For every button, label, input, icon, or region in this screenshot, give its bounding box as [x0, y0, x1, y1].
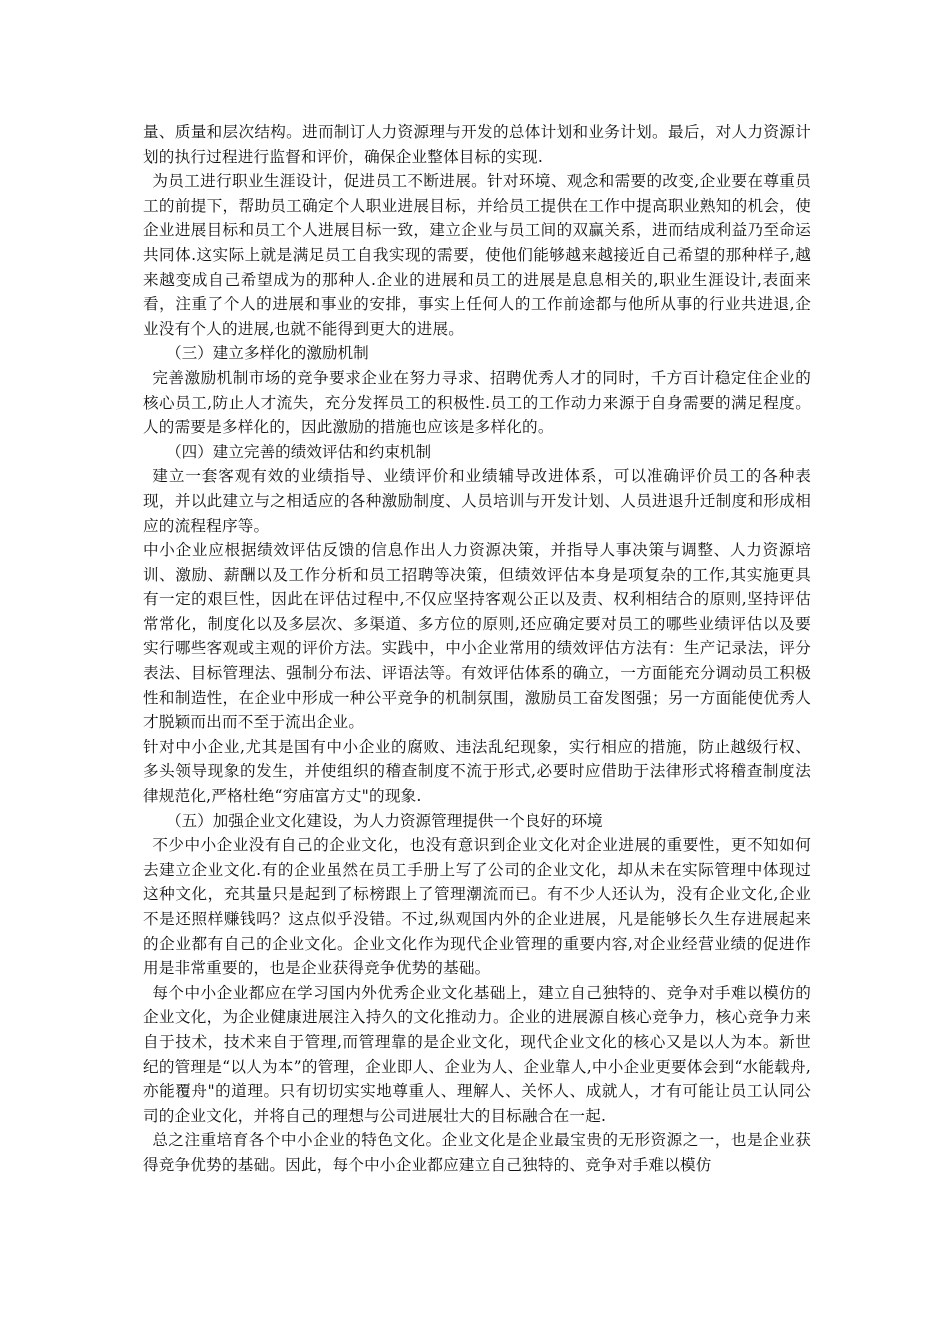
section-heading: （三）建立多样化的激励机制: [166, 344, 369, 363]
body-paragraph: 针对中小企业,尤其是国有中小企业的腐败、违法乱纪现象，实行相应的措施，防止越级行权、多头领导现象的发生，并使组织的稽查制度不流于形式,必要时应借助于法律形式将稽查制度法律规范化,严格杜绝“穷庙富方丈"的现象.: [143, 737, 811, 806]
body-paragraph: 每个中小企业都应在学习国内外优秀企业文化基础上，建立自己独特的、竞争对手难以模仿的企业文化，为企业健康进展注入持久的文化推动力。企业的进展源自核心竞争力，核心竞争力来自于技术，技术来自于管理,而管理靠的是企业文化，现代企业文化的核心又是以人为本。新世纪的管理是“以人为本”的管理，企业即人、企业为人、企业靠人,中小企业更要体会到“水能载舟,亦能覆舟"的道理。只有切切实实地尊重人、理解人、关怀人、成就人，才有可能让员工认同公司的企业文化，并将自己的理想与公司进展壮大的目标融合在一起.: [143, 983, 811, 1125]
section-heading: （四）建立完善的绩效评估和约束机制: [166, 442, 432, 461]
body-paragraph: 总之注重培育各个中小企业的特色文化。企业文化是企业最宝贵的无形资源之一，也是企业获得竞争优势的基础。因此，每个中小企业都应建立自己独特的、竞争对手难以模仿: [143, 1131, 811, 1174]
body-paragraph: 中小企业应根据绩效评估反馈的信息作出人力资源决策，并指导人事决策与调整、人力资源培训、激励、薪酬以及工作分析和员工招聘等决策，但绩效评估本身是项复杂的工作,其实施更具有一定的艰巨性，因此在评估过程中,不仅应坚持客观公正以及责、权利相结合的原则,坚持评估常常化，制度化以及多层次、多渠道、多方位的原则,还应确定要对员工的哪些业绩评估以及要实行哪些客观或主观的评价方法。实践中，中小企业常用的绩效评估方法有：生产记录法，评分表法、目标管理法、强制分布法、评语法等。有效评估体系的确立，一方面能充分调动员工积极性和制造性，在企业中形成一种公平竞争的机制氛围，激励员工奋发图强；另一方面能使优秀人才脱颖而出而不至于流出企业。: [143, 541, 811, 732]
body-paragraph: 不少中小企业没有自己的企业文化，也没有意识到企业文化对企业进展的重要性，更不知如何去建立企业文化.有的企业虽然在员工手册上写了公司的企业文化，却从未在实际管理中体现过这种文化，充其量只是起到了标榜跟上了管理潮流而已。有不少人还认为，没有企业文化,企业不是还照样赚钱吗？这点似乎没错。不过,纵观国内外的企业进展，凡是能够长久生存进展起来的企业都有自己的企业文化。企业文化作为现代企业管理的重要内容,对企业经营业绩的促进作用是非常重要的，也是企业获得竞争优势的基础。: [143, 836, 811, 978]
document-page: [143, 120, 811, 1178]
body-paragraph: 建立一套客观有效的业绩指导、业绩评价和业绩辅导改进体系，可以准确评价员工的各种表现，并以此建立与之相适应的各种激励制度、人员培训与开发计划、人员进退升迁制度和形成相应的流程程序等。: [143, 467, 811, 535]
body-paragraph: 量、质量和层次结构。进而制订人力资源理与开发的总体计划和业务计划。最后，对人力资源计划的执行过程进行监督和评价，确保企业整体目标的实现.: [143, 123, 811, 166]
body-paragraph: 为员工进行职业生涯设计，促进员工不断进展。针对环境、观念和需要的改变,企业要在尊重员工的前提下，帮助员工确定个人职业进展目标，并给员工提供在工作中提高职业熟知的机会，使企业进展目标和员工个人进展目标一致，建立企业与员工间的双赢关系，进而结成利益乃至命运共同体.这实际上就是满足员工自我实现的需要，使他们能够越来越接近自己希望的那种样子,越来越变成自己希望成为的那种人.企业的进展和员工的进展是息息相关的,职业生涯设计,表面来看，注重了个人的进展和事业的安排，事实上任何人的工作前途都与他所从事的行业共进退,企业没有个人的进展,也就不能得到更大的进展。: [143, 172, 811, 338]
section-heading: （五）加强企业文化建设，为人力资源管理提供一个良好的环境: [166, 811, 603, 830]
body-paragraph: 完善激励机制市场的竞争要求企业在努力寻求、招聘优秀人才的同时，千方百计稳定住企业的核心员工,防止人才流失，充分发挥员工的积极性.员工的工作动力来源于自身需要的满足程度。人的需要是多样化的，因此激励的措施也应该是多样化的。: [143, 368, 811, 437]
